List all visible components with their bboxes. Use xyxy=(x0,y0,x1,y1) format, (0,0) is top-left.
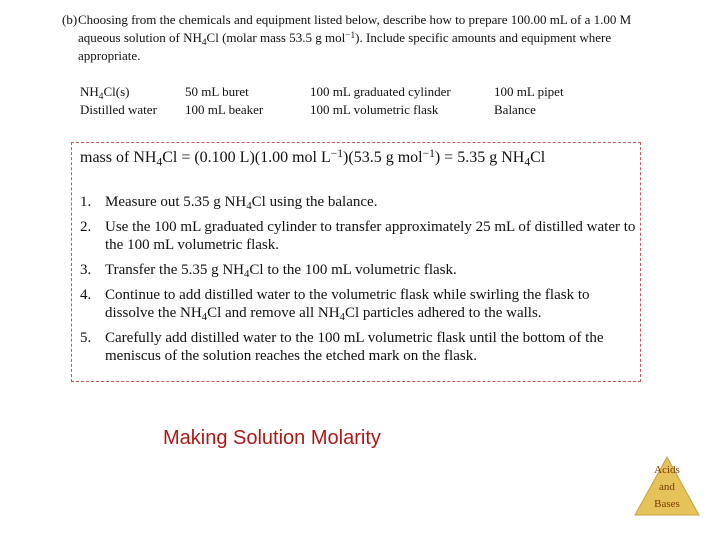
question-text xyxy=(62,11,682,65)
step-3: 3. Transfer the 5.35 g $NH_4Cl$ to the 100 mL volumetric flask. xyxy=(80,262,457,281)
question-line-3: appropriate. xyxy=(78,48,141,63)
step-4: 4. Continue to add distilled water to the volumetric flask while swirling the flask to dissolve the $NH_4Cl$ and remove all $NH_4Cl$ particles adhered to the walls. xyxy=(80,287,590,324)
material-graduated-cylinder: 100 mL graduated cylinder xyxy=(310,84,451,99)
question-line-2: aqueous solution of $NH_4Cl$ (molar mass 53.5 g mol$^{-1}$). Include specific amounts and equipment where xyxy=(78,30,612,48)
step-2: 2. Use the 100 mL graduated cylinder to transfer approximately 25 mL of distilled water to the 100 mL volumetric flask. xyxy=(80,219,636,253)
material-balance: Balance xyxy=(494,102,536,117)
material-volumetric-flask: 100 mL volumetric flask xyxy=(310,102,439,117)
material-beaker: 100 mL beaker xyxy=(185,102,264,117)
material-pipet: 100 mL pipet xyxy=(494,84,564,99)
answer-box xyxy=(71,142,641,382)
step-5: 5. Carefully add distilled water to the 100 mL volumetric flask until the bottom of the meniscus of the solution reaches the etched mark on the flask. xyxy=(80,330,604,364)
question-label: (b) xyxy=(62,12,78,27)
material-nh4cl: $NH_4Cl(s)$ xyxy=(80,84,130,102)
material-distilled-water: Distilled water xyxy=(80,102,157,117)
procedure-steps xyxy=(80,193,636,372)
question-line-1: (b)Choosing from the chemicals and equipment listed below, describe how to prepare 100.00 mL of a 1.00 M xyxy=(62,12,632,27)
slide-title: Making Solution Molarity xyxy=(163,427,381,449)
step-1: 1. Measure out 5.35 g $NH_4Cl$ using the balance. xyxy=(80,194,378,213)
mass-calculation: mass of $NH_4Cl = (0.100$ L)(1.00 mol $L^{-1})(53.5$ g mol$^{-1}$) = 5.35 g $NH_4Cl$ xyxy=(80,147,546,169)
badge-label: Acids and Bases xyxy=(654,464,680,510)
material-buret: 50 mL buret xyxy=(185,84,249,99)
